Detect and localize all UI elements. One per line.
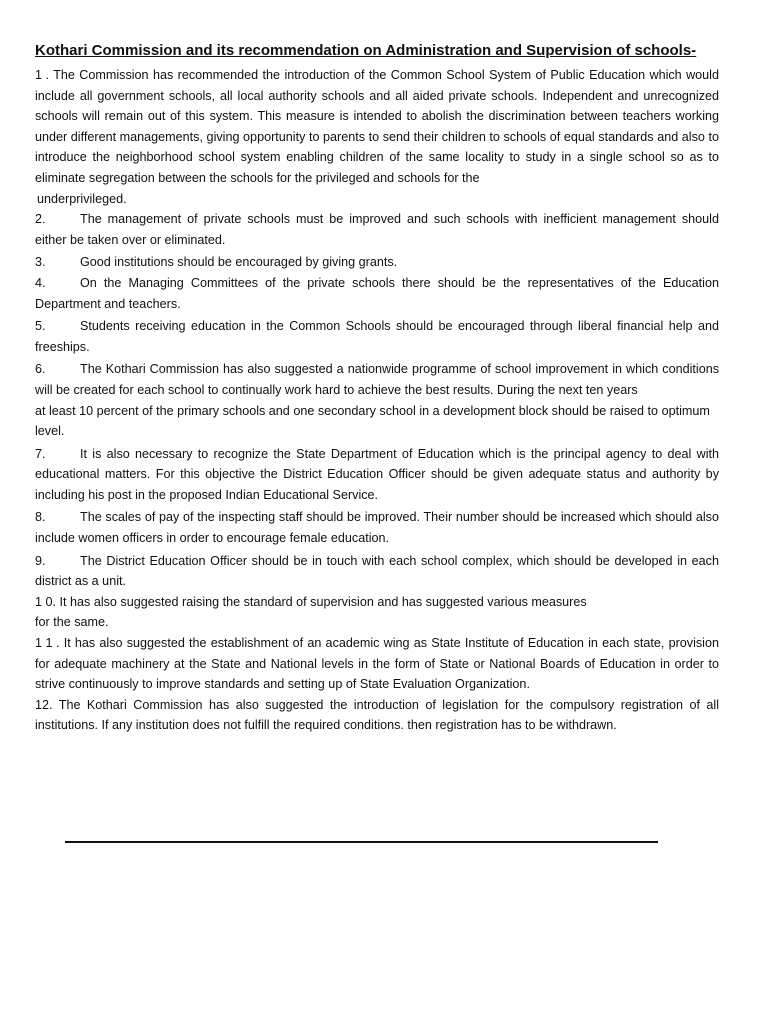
item-number: 3. [35, 255, 46, 270]
item-text: It has also suggested the establishment of an academic wing as State Institute of Education in each state, provision for adequate machinery at the State and National levels in the form of State or National Boards of Education in order to strive continuously to improve standards and setting up of State Evaluation Organization. [35, 636, 719, 692]
document-title: Kothari Commission and its recommendation on Administration and Supervision of schools- [35, 42, 697, 59]
item-number: 7. [35, 446, 46, 461]
item-text: The Kothari Commission has also suggested a nationwide programme of school improvement in which conditions will be created for each school to continually work hard to achieve the best results. During the next ten years [35, 362, 719, 397]
item-text: The management of private schools must be improved and such schools with inefficient management should either be taken over or eliminated. [35, 212, 719, 247]
list-item-6-continuation: at least 10 percent of the primary schools and one secondary school in a development block should be raised to optimum level. [35, 403, 710, 439]
item-text: It has also suggested raising the standard of supervision and has suggested various measures [59, 594, 587, 609]
item-number: 4. [35, 275, 46, 290]
item-text: The Kothari Commission has also suggested the introduction of legislation for the compulsory registration of all institutions. If any institution does not fulfill the required conditions. then registration has to be withdrawn. [35, 697, 719, 733]
item-text: Students receiving education in the Common Schools should be encouraged through liberal financial help and freeships. [35, 319, 719, 354]
item-number: 1 0. [35, 594, 57, 609]
horizontal-rule [65, 841, 658, 843]
document-page [35, 40, 719, 736]
list-item-4 [35, 273, 719, 314]
list-item-5 [35, 316, 719, 357]
list-item-7 [35, 444, 719, 506]
item-number: 5. [35, 319, 46, 334]
list-item-2 [35, 209, 719, 250]
item-number: 6. [35, 362, 46, 377]
list-item-10 [35, 592, 719, 613]
item-text: The scales of pay of the inspecting staff should be improved. Their number should be increased which should also include women officers in order to encourage female education. [35, 510, 719, 546]
item-text: The District Education Officer should be in touch with each school complex, which should be developed in each district as a unit. [35, 553, 719, 589]
list-item-11 [35, 633, 719, 695]
item-number: 1 1 . [35, 636, 60, 651]
item-number: 1 . [35, 68, 50, 82]
item-number: 2. [35, 212, 46, 227]
list-item-8 [35, 507, 719, 548]
list-item-1 [35, 65, 719, 189]
list-item-3 [35, 252, 719, 273]
item-number: 9. [35, 553, 46, 568]
list-item-9 [35, 551, 719, 592]
item-number: 12. [35, 697, 53, 712]
list-item-1-continuation: underprivileged. [37, 191, 127, 206]
item-text: It is also necessary to recognize the State Department of Education which is the principal agency to deal with educational matters. For this objective the District Education Officer should be given adequate status and authority by including his post in the proposed Indian Educational Service. [35, 446, 719, 502]
item-text: The Commission has recommended the introduction of the Common School System of Public Education which would include all government schools, all local authority schools and all aided private schools. Independent and unrecognized schools will remain out of this system. This measure is intended to abolish the discrimination between teachers working under different managements, giving opportunity to parents to send their children to schools of equal standards and also to introduce the neighborhood school system enabling children of the same locality to study in a single school so as to eliminate segregation between the schools for the privileged and schools for the [35, 68, 719, 185]
list-item-10-continuation: for the same. [35, 615, 109, 630]
item-number: 8. [35, 510, 46, 525]
list-item-12 [35, 695, 719, 736]
item-text: On the Managing Committees of the private schools there should be the representatives of the Education Department and teachers. [35, 275, 719, 311]
list-item-6 [35, 359, 719, 400]
item-text: Good institutions should be encouraged by giving grants. [80, 255, 398, 270]
